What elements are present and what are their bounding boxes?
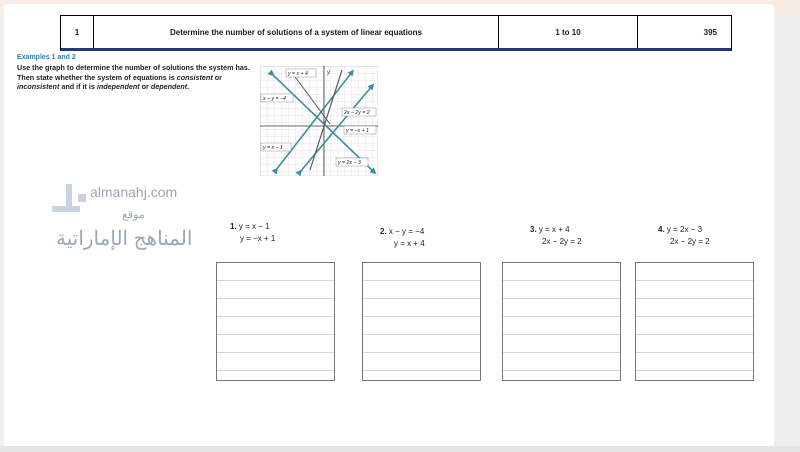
instructions-end: . [187, 82, 190, 91]
instructions-independent: independent [96, 82, 140, 91]
lesson-title: Determine the number of solutions of a system of linear equations [94, 16, 499, 48]
instructions-consistent: consistent [176, 72, 213, 82]
problem-1-eq2: y = −x + 1 [240, 234, 276, 243]
graph-label-5: y = x − 1 [263, 145, 283, 151]
problem-3 [530, 224, 582, 248]
watermark-site: almanahj.com [90, 184, 178, 200]
problem-2 [380, 226, 425, 250]
watermark-arabic-2: المناهج الإماراتية [56, 228, 193, 250]
lesson-header-table [60, 15, 732, 51]
graph-label-1: y = x + 4 [288, 71, 308, 77]
exercise-range: 1 to 10 [499, 16, 638, 48]
problem-3-number: 3. [530, 225, 537, 234]
instructions [17, 63, 262, 92]
graph-label-6: y = 2x − 3 [338, 160, 361, 166]
instructions-or-1: or [212, 72, 222, 82]
bottom-strip [0, 446, 800, 452]
answer-box-4[interactable] [635, 262, 754, 381]
problem-4-number: 4. [658, 225, 665, 234]
problem-3-eq2: 2x − 2y = 2 [542, 237, 582, 246]
lesson-number: 1 [61, 16, 94, 48]
answer-box-1[interactable] [216, 262, 335, 381]
instructions-dependent: dependent [150, 82, 188, 91]
answer-box-3[interactable] [502, 262, 621, 381]
problem-1 [230, 221, 275, 245]
problem-2-number: 2. [380, 227, 387, 236]
instructions-or-2: or [139, 82, 151, 91]
instructions-text-2: and if it is [59, 82, 97, 91]
watermark-arabic-1: موقع [122, 209, 145, 221]
problem-4-eq1: y = 2x − 3 [666, 225, 703, 234]
answer-box-2[interactable] [362, 262, 481, 381]
problem-4 [658, 224, 710, 248]
graph-label-4: y = −x + 1 [346, 128, 369, 134]
problem-2-eq1: x − y = −4 [388, 227, 425, 236]
instructions-text-1: Use the graph to determine the number of solutions the system has. Then state whether the system of equations is [17, 63, 250, 82]
problem-1-eq1: y = x − 1 [238, 222, 270, 231]
graph-label-3: 2x − 2y = 2 [344, 110, 370, 116]
y-axis-label: y [327, 70, 330, 76]
instructions-inconsistent: inconsistent [17, 82, 60, 91]
examples-label: Examples 1 and 2 [17, 54, 76, 61]
problem-3-eq1: y = x + 4 [538, 225, 570, 234]
problem-1-number: 1. [230, 222, 237, 231]
problem-4-eq2: 2x − 2y = 2 [670, 237, 710, 246]
system-graph [260, 66, 378, 176]
graph-label-2: x − y = −4 [263, 96, 286, 102]
problem-2-eq2: y = x + 4 [394, 239, 425, 248]
page-number: 395 [703, 27, 717, 37]
